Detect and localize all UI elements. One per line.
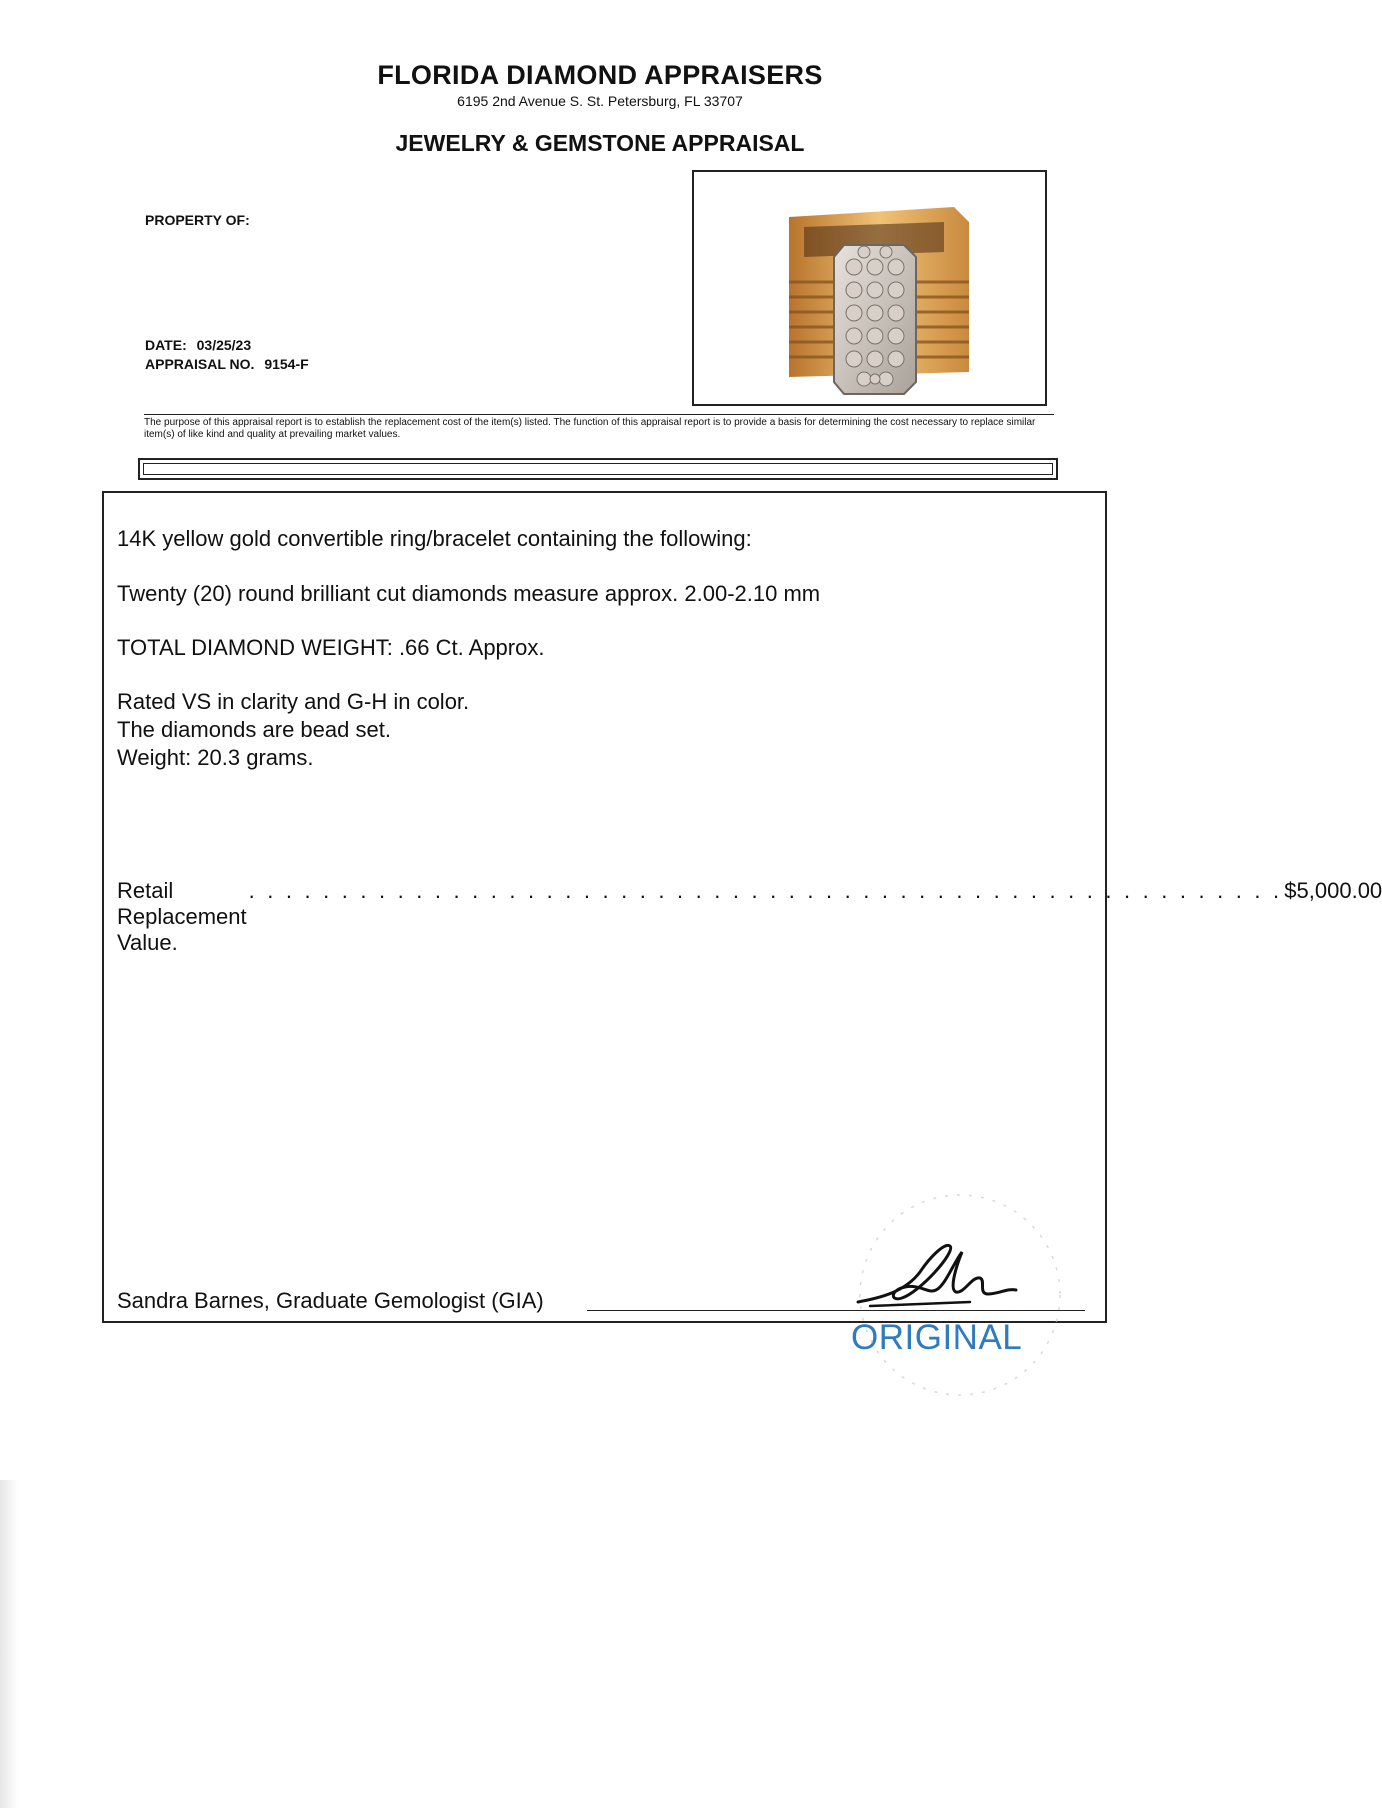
purpose-divider — [144, 414, 1054, 415]
date-label: DATE: — [145, 337, 187, 353]
purpose-statement: The purpose of this appraisal report is to establish the replacement cost of the item(s) listed. The function of this appraisal report is to provide a basis for determining the cost necessary to replace similar item(s) of like kind and quality at prevailing market values. — [144, 417, 1036, 440]
ring-photo-frame — [692, 170, 1047, 406]
appraisal-number-value: 9154-F — [264, 356, 309, 372]
setting-description: The diamonds are bead set. — [117, 717, 391, 742]
retail-value-amount: $5,000.00 — [1284, 878, 1382, 903]
ring-photo — [694, 172, 1045, 404]
total-diamond-weight: TOTAL DIAMOND WEIGHT: .66 Ct. Approx. — [117, 635, 545, 660]
stamp-ring — [850, 1175, 1070, 1405]
appraisal-number-label: APPRAISAL NO. — [145, 356, 255, 372]
retail-value-row — [117, 878, 1382, 956]
date-row — [145, 337, 251, 353]
clarity-color-rating: Rated VS in clarity and G-H in color. — [117, 689, 470, 714]
retail-value-label: Retail Replacement Value. — [117, 878, 247, 955]
item-description: 14K yellow gold convertible ring/bracelet containing the following: — [117, 526, 752, 551]
date-value: 03/25/23 — [196, 337, 252, 353]
original-stamp: ORIGINAL — [851, 1318, 1023, 1357]
signer-name: Sandra Barnes, Graduate Gemologist (GIA) — [117, 1288, 544, 1313]
property-of-label: PROPERTY OF: — [145, 212, 250, 228]
appraisal-number-row — [145, 356, 309, 372]
item-weight: Weight: 20.3 grams. — [117, 745, 314, 770]
company-name: FLORIDA DIAMOND APPRAISERS — [377, 60, 823, 90]
document-title: JEWELRY & GEMSTONE APPRAISAL — [395, 130, 805, 156]
scan-edge-shadow — [0, 1480, 18, 1808]
leader-dots: . . . . . . . . . . . . . . . . . . . . . . . . . . . . . . . . . . . . . . . . . . . . . . . . . . . . . . . . — [248, 878, 1283, 903]
company-address: 6195 2nd Avenue S. St. Petersburg, FL 33707 — [457, 93, 743, 109]
diamond-description: Twenty (20) round brilliant cut diamonds measure approx. 2.00-2.10 mm — [117, 581, 821, 606]
section-divider-bar — [138, 458, 1058, 480]
